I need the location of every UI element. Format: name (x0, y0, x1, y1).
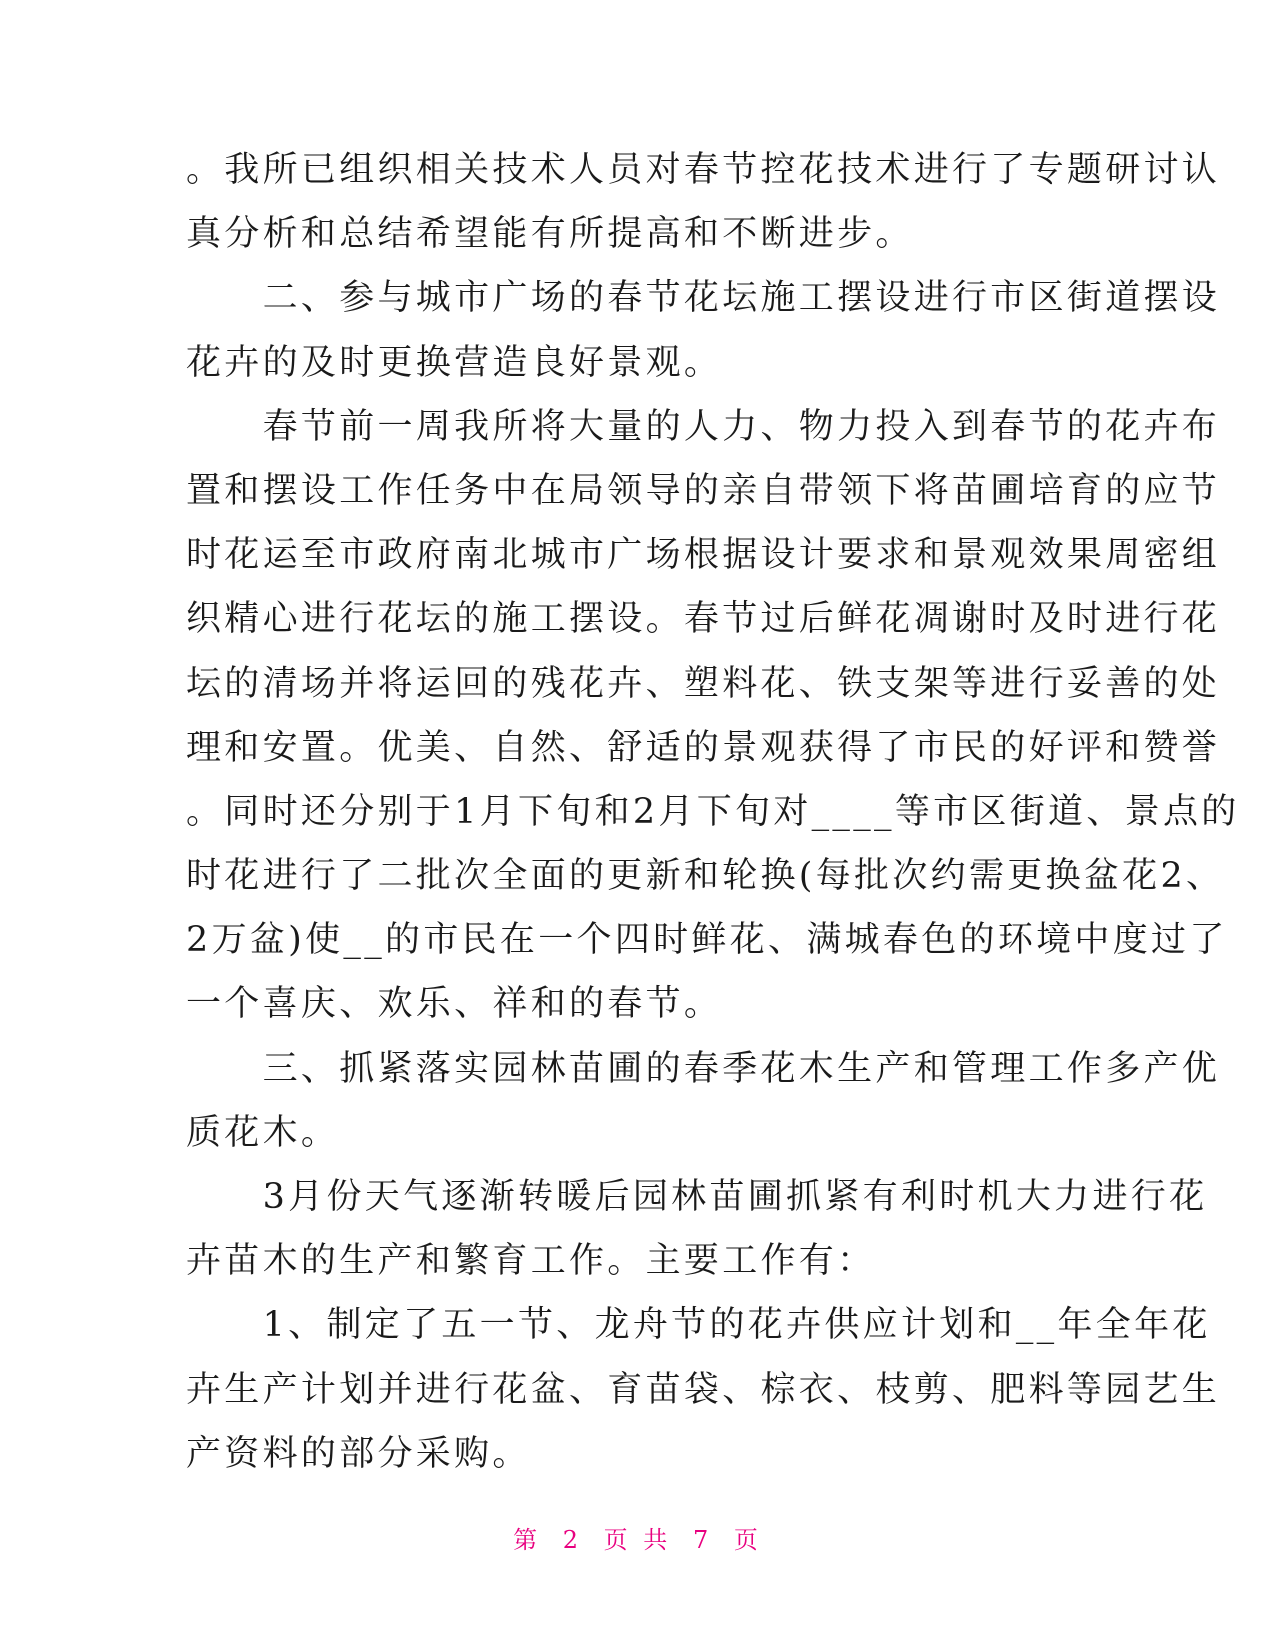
body-line: 春节前一周我所将大量的人力、物力投入到春节的花卉布 (186, 406, 1221, 447)
body-line: 。我所已组织相关技术人员对春节控花技术进行了专题研讨认 (186, 150, 1221, 190)
footer-suffix: 页 (733, 1526, 762, 1554)
body-line: 质花木。 (186, 1112, 340, 1153)
body-line: 花卉的及时更换营造良好景观。 (186, 342, 723, 383)
body-line: 一个喜庆、欢乐、祥和的春节。 (186, 984, 723, 1025)
footer-prefix: 第 (513, 1526, 542, 1554)
body-line: 1、制定了五一节、龙舟节的花卉供应计划和__年全年花 (186, 1305, 1211, 1346)
footer-middle: 页 共 (603, 1526, 672, 1554)
body-line: 织精心进行花坛的施工摆设。春节过后鲜花凋谢时及时进行花 (186, 599, 1221, 640)
footer-page-number: 2 (562, 1526, 583, 1554)
footer-total-pages: 7 (692, 1526, 713, 1554)
body-line: 二、参与城市广场的春节花坛施工摆设进行市区街道摆设 (186, 278, 1221, 319)
body-line: 置和摆设工作任务中在局领导的亲自带领下将苗圃培育的应节 (186, 470, 1221, 511)
document-body (186, 138, 1240, 1486)
body-line: 理和安置。优美、自然、舒适的景观获得了市民的好评和赞誉 (186, 727, 1221, 768)
body-line: 卉苗木的生产和繁育工作。主要工作有： (186, 1241, 876, 1282)
page-footer (0, 1520, 1275, 1555)
body-line: 产资料的部分采购。 (186, 1433, 531, 1474)
body-line: 三、抓紧落实园林苗圃的春季花木生产和管理工作多产优 (186, 1048, 1221, 1089)
body-line: 时花进行了二批次全面的更新和轮换(每批次约需更换盆花2、 (186, 856, 1225, 897)
body-line: 真分析和总结希望能有所提高和不断进步。 (186, 214, 914, 255)
body-line: 2万盆)使__的市民在一个四时鲜花、满城春色的环境中度过了 (186, 920, 1228, 961)
body-line: 卉生产计划并进行花盆、育苗袋、棕衣、枝剪、肥料等园艺生 (186, 1369, 1221, 1410)
body-line: 3月份天气逐渐转暖后园林苗圃抓紧有利时机大力进行花 (186, 1177, 1208, 1217)
body-line: 坛的清场并将运回的残花卉、塑料花、铁支架等进行妥善的处 (186, 663, 1221, 704)
body-line: 。同时还分别于1月下旬和2月下旬对____等市区街道、景点的 (186, 791, 1240, 832)
body-line: 时花运至市政府南北城市广场根据设计要求和景观效果周密组 (186, 535, 1221, 576)
